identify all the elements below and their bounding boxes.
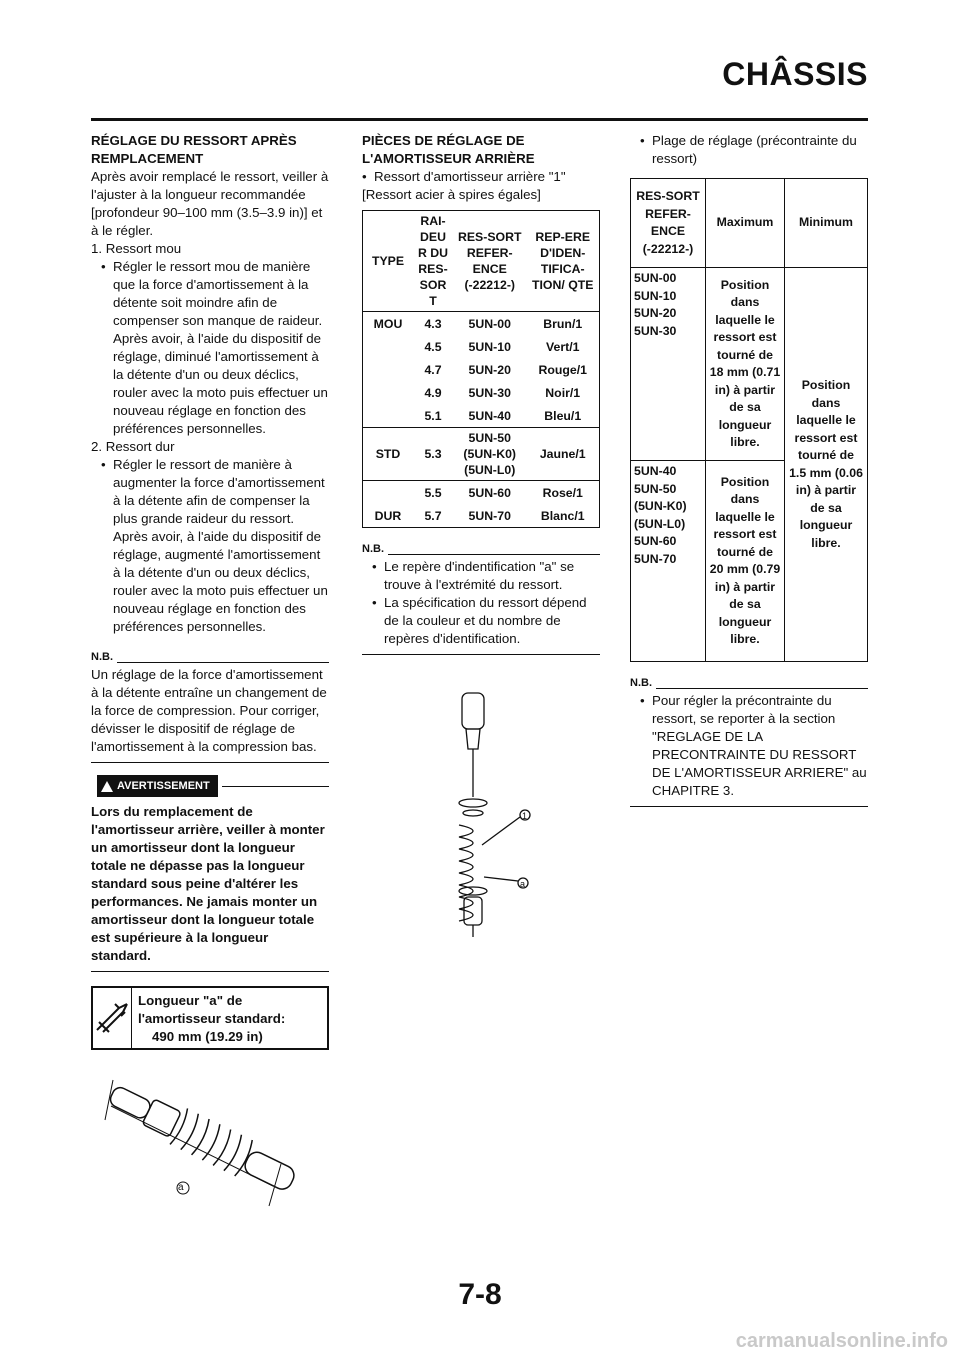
warning-triangle-icon bbox=[101, 781, 113, 792]
table-row: 5.1 5UN-40 Bleu/1 bbox=[363, 404, 600, 428]
spec-label: Longueur "a" de l'amortisseur standard: bbox=[138, 993, 286, 1026]
table-row: DUR 5.7 5UN-70 Blanc/1 bbox=[374, 508, 585, 523]
table-row: 5.5 5UN-60 Rose/1 bbox=[424, 485, 583, 500]
table-header-ref: RES-SORT REFER-ENCE (-22212-) bbox=[453, 211, 526, 312]
warning-text: Lors du remplacement de l'amortisseur arrière, veiller à monter un amortisseur dont la longueur totale ne dépasse pas la longueur standard sous peine d'altérer les performances. Ne jamais monter un amortisseur dont la longueur totale est supérieure à la longueur standard. bbox=[91, 804, 325, 963]
note-bullet: • Le repère d'indentification "a" se trouve à l'extrémité du ressort. bbox=[362, 558, 600, 594]
note-bullet: • Pour régler la précontrainte du ressort, se reporter à la section "REGLAGE DE LA PRECONTRAINTE DU RESSORT DE L'AMORTISSEUR ARRIERE" au CHAPITRE 3. bbox=[630, 692, 868, 800]
column-left bbox=[91, 132, 329, 1216]
intro-text: Après avoir remplacé le ressort, veiller à l'ajuster à la longueur recommandée [profondeur 90–100 mm (3.5–3.9 in)] et à le régler. bbox=[91, 169, 329, 238]
note-text: Un réglage de la force d'amortissement à la détente entraîne un changement de la force de compression. Pour corriger, dévisser le dispositif de réglage de l'amortissement à la compression bas. bbox=[91, 667, 327, 754]
section-heading-line2: REMPLACEMENT bbox=[91, 151, 204, 166]
min-all: Position dans laquelle le ressort est tourné de 1.5 mm (0.06 in) à partir de sa longueur libre. bbox=[785, 268, 868, 662]
note-heading bbox=[630, 674, 868, 692]
max-group2: Position dans laquelle le ressort est tourné de 20 mm (0.79 in) à partir de sa longueur libre. bbox=[706, 461, 785, 662]
section-heading-line2: L'AMORTISSEUR ARRIÈRE bbox=[362, 151, 535, 166]
watermark-site: carmanualsonline.info bbox=[735, 1330, 948, 1352]
table-row: 4.9 5UN-30 Noir/1 bbox=[424, 385, 581, 400]
table-row bbox=[631, 268, 868, 461]
bullet-spring: • Ressort d'amortisseur arrière "1" bbox=[362, 168, 600, 186]
note-end-rule bbox=[362, 654, 600, 655]
warning-label: AVERTISSEMENT bbox=[117, 780, 210, 792]
table-header-rate: RAI-DEU R DU RES-SOR T bbox=[413, 211, 453, 312]
bullet-adjust-range: • Plage de réglage (précontrainte du ressort) bbox=[630, 132, 868, 168]
header-rule bbox=[91, 118, 868, 121]
table-header-type: TYPE bbox=[363, 211, 414, 312]
note-label: N.B. bbox=[630, 677, 652, 689]
table-row-std: STD 5.3 5UN-50 (5UN-K0) (5UN-L0) Jaune/1 bbox=[363, 428, 600, 481]
list-item-soft: 1. Ressort mou bbox=[91, 241, 182, 256]
spring-table bbox=[362, 210, 600, 528]
models-group2: 5UN-40 5UN-50 (5UN-K0) (5UN-L0) 5UN-60 5UN-70 bbox=[631, 461, 706, 662]
section-heading: RÉGLAGE DU RESSORT APRÈS bbox=[91, 133, 297, 148]
note-bullet: • La spécification du ressort dépend de la couleur et du nombre de repères d'identification. bbox=[362, 594, 600, 648]
note-end-rule bbox=[91, 762, 329, 763]
table-header-min: Minimum bbox=[785, 179, 868, 268]
figure-label-a: a bbox=[520, 879, 526, 889]
note-label: N.B. bbox=[362, 543, 384, 555]
page-number: 7-8 bbox=[458, 1278, 502, 1311]
note-label: N.B. bbox=[91, 651, 113, 663]
list-item-hard-text: • Régler le ressort de manière à augmenter la force d'amortissement à la détente afin de compenser la plus grande raideur du ressort. Après avoir, à l'aide du dispositif de réglage, augmenté l'amortissement à la détente d'un ou deux déclics, rouler avec la moto puis effectuer un nouveau réglage en fonction des préférences personnelles. bbox=[91, 456, 329, 636]
list-item-hard: 2. Ressort dur bbox=[91, 439, 175, 454]
table-row: MOU 4.3 5UN-00 Brun/1 bbox=[373, 316, 583, 331]
figure-label-1: 1 bbox=[522, 811, 528, 821]
list-item-soft-text: • Régler le ressort mou de manière que la force d'amortissement à la détente soit moindre afin de compenser son manque de raideur. Après avoir, à l'aide du dispositif de réglage, diminué l'amortissement à la détente d'un ou deux déclics, rouler avec la moto puis effectuer un nouveau réglage en fonction des préférences personnelles. bbox=[91, 258, 329, 438]
spec-value: 490 mm (19.29 in) bbox=[152, 1029, 263, 1044]
preload-table bbox=[630, 178, 868, 662]
note-end-rule bbox=[630, 806, 868, 807]
table-row: 4.7 5UN-20 Rouge/1 bbox=[424, 362, 587, 377]
max-group1: Position dans laquelle le ressort est tourné de 18 mm (0.71 in) à partir de sa longueur libre. bbox=[706, 268, 785, 461]
figure-label-a: a bbox=[178, 1182, 184, 1193]
warning-end-rule bbox=[91, 971, 329, 972]
note-heading bbox=[362, 540, 600, 558]
models-group1: 5UN-00 5UN-10 5UN-20 5UN-30 bbox=[631, 268, 706, 461]
warning-heading bbox=[91, 775, 329, 797]
column-right bbox=[630, 132, 868, 807]
table-header-mark: REP-ERE D'IDEN-TIFICA-TION/ QTE bbox=[526, 211, 599, 312]
shock-diagram-vertical bbox=[362, 685, 600, 945]
column-middle bbox=[362, 132, 600, 945]
spring-type-note: [Ressort acier à spires égales] bbox=[362, 187, 541, 202]
spec-box bbox=[91, 986, 329, 1050]
caliper-icon bbox=[93, 988, 132, 1048]
table-header-max: Maximum bbox=[706, 179, 785, 268]
warning-badge bbox=[97, 775, 218, 797]
table-header-ref: RES-SORT REFER-ENCE (-22212-) bbox=[631, 179, 706, 268]
note-heading bbox=[91, 648, 329, 666]
table-row: 4.5 5UN-10 Vert/1 bbox=[424, 339, 580, 354]
section-heading: PIÈCES DE RÉGLAGE DE bbox=[362, 133, 525, 148]
shock-diagram-horizontal bbox=[91, 1066, 329, 1216]
page-title: CHÂSSIS bbox=[722, 56, 868, 92]
